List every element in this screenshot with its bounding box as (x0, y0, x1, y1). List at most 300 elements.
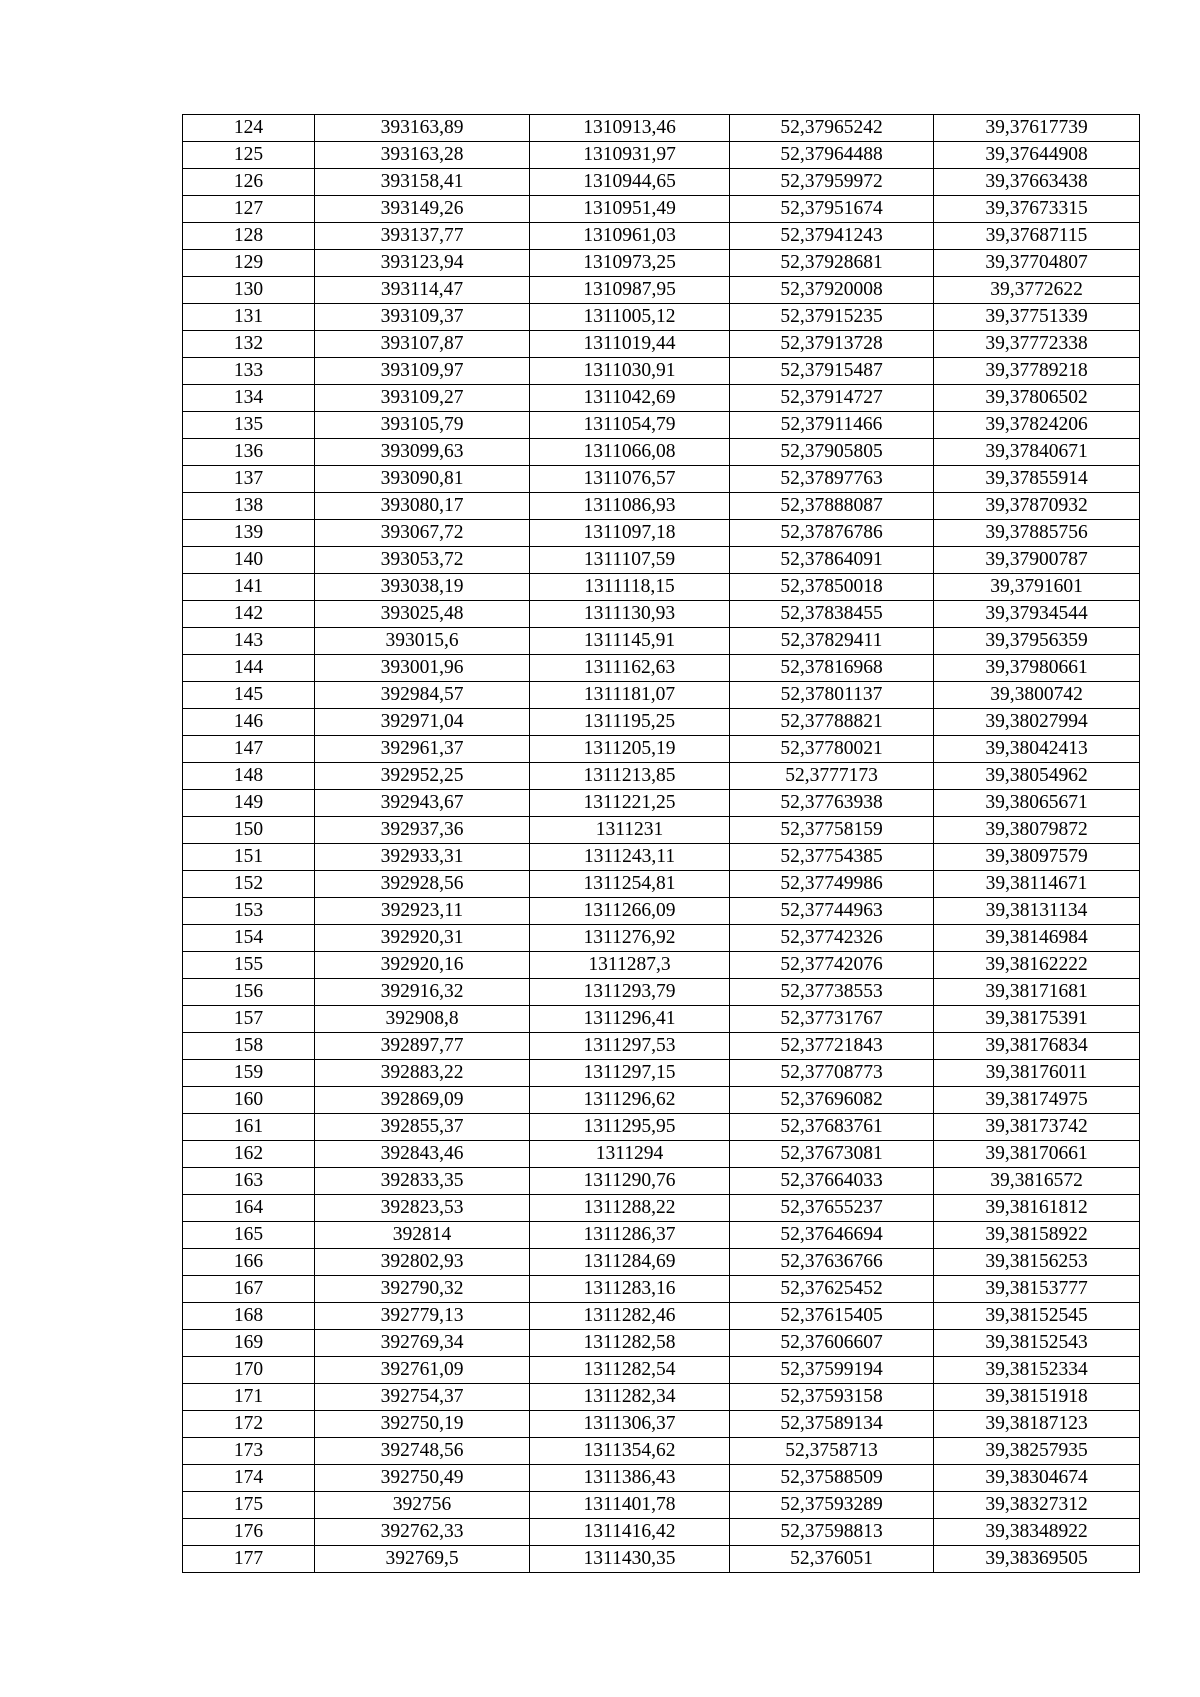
y-coordinate-cell: 1311286,37 (530, 1222, 730, 1249)
table-row (183, 601, 1140, 628)
x-coordinate-cell: 393067,72 (315, 520, 530, 547)
latitude-cell: 52,37911466 (730, 412, 934, 439)
point-number-cell: 166 (183, 1249, 315, 1276)
y-coordinate-cell: 1311076,57 (530, 466, 730, 493)
table-row (183, 1033, 1140, 1060)
x-coordinate-cell: 392920,31 (315, 925, 530, 952)
latitude-cell: 52,3758713 (730, 1438, 934, 1465)
x-coordinate-cell: 393149,26 (315, 196, 530, 223)
table-row (183, 871, 1140, 898)
y-coordinate-cell: 1311118,15 (530, 574, 730, 601)
x-coordinate-cell: 392779,13 (315, 1303, 530, 1330)
table-row (183, 1168, 1140, 1195)
table-row (183, 277, 1140, 304)
x-coordinate-cell: 393109,27 (315, 385, 530, 412)
y-coordinate-cell: 1311145,91 (530, 628, 730, 655)
y-coordinate-cell: 1311266,09 (530, 898, 730, 925)
longitude-cell: 39,38097579 (934, 844, 1140, 871)
x-coordinate-cell: 393099,63 (315, 439, 530, 466)
latitude-cell: 52,37829411 (730, 628, 934, 655)
point-number-cell: 136 (183, 439, 315, 466)
point-number-cell: 129 (183, 250, 315, 277)
y-coordinate-cell: 1311296,41 (530, 1006, 730, 1033)
longitude-cell: 39,37772338 (934, 331, 1140, 358)
point-number-cell: 126 (183, 169, 315, 196)
y-coordinate-cell: 1310987,95 (530, 277, 730, 304)
y-coordinate-cell: 1310944,65 (530, 169, 730, 196)
y-coordinate-cell: 1311097,18 (530, 520, 730, 547)
table-row (183, 655, 1140, 682)
latitude-cell: 52,37589134 (730, 1411, 934, 1438)
table-row (183, 817, 1140, 844)
latitude-cell: 52,37914727 (730, 385, 934, 412)
table-row (183, 628, 1140, 655)
longitude-cell: 39,37687115 (934, 223, 1140, 250)
latitude-cell: 52,37816968 (730, 655, 934, 682)
latitude-cell: 52,37763938 (730, 790, 934, 817)
coordinates-table (182, 114, 1140, 1573)
point-number-cell: 160 (183, 1087, 315, 1114)
y-coordinate-cell: 1310913,46 (530, 115, 730, 142)
table-row (183, 1519, 1140, 1546)
longitude-cell: 39,38187123 (934, 1411, 1140, 1438)
longitude-cell: 39,37824206 (934, 412, 1140, 439)
longitude-cell: 39,37663438 (934, 169, 1140, 196)
latitude-cell: 52,37838455 (730, 601, 934, 628)
x-coordinate-cell: 393158,41 (315, 169, 530, 196)
table-row (183, 1276, 1140, 1303)
point-number-cell: 159 (183, 1060, 315, 1087)
y-coordinate-cell: 1311231 (530, 817, 730, 844)
table-row (183, 1438, 1140, 1465)
x-coordinate-cell: 392961,37 (315, 736, 530, 763)
table-row (183, 790, 1140, 817)
latitude-cell: 52,37888087 (730, 493, 934, 520)
y-coordinate-cell: 1310931,97 (530, 142, 730, 169)
longitude-cell: 39,37840671 (934, 439, 1140, 466)
x-coordinate-cell: 392984,57 (315, 682, 530, 709)
point-number-cell: 145 (183, 682, 315, 709)
x-coordinate-cell: 392843,46 (315, 1141, 530, 1168)
y-coordinate-cell: 1311297,53 (530, 1033, 730, 1060)
point-number-cell: 167 (183, 1276, 315, 1303)
latitude-cell: 52,37673081 (730, 1141, 934, 1168)
latitude-cell: 52,3777173 (730, 763, 934, 790)
y-coordinate-cell: 1311130,93 (530, 601, 730, 628)
x-coordinate-cell: 393001,96 (315, 655, 530, 682)
x-coordinate-cell: 392928,56 (315, 871, 530, 898)
x-coordinate-cell: 393163,89 (315, 115, 530, 142)
y-coordinate-cell: 1311290,76 (530, 1168, 730, 1195)
point-number-cell: 172 (183, 1411, 315, 1438)
longitude-cell: 39,38158922 (934, 1222, 1140, 1249)
latitude-cell: 52,37599194 (730, 1357, 934, 1384)
y-coordinate-cell: 1311086,93 (530, 493, 730, 520)
y-coordinate-cell: 1311296,62 (530, 1087, 730, 1114)
x-coordinate-cell: 392923,11 (315, 898, 530, 925)
point-number-cell: 161 (183, 1114, 315, 1141)
table-row (183, 1303, 1140, 1330)
y-coordinate-cell: 1311283,16 (530, 1276, 730, 1303)
y-coordinate-cell: 1311205,19 (530, 736, 730, 763)
longitude-cell: 39,37956359 (934, 628, 1140, 655)
latitude-cell: 52,37964488 (730, 142, 934, 169)
latitude-cell: 52,37664033 (730, 1168, 934, 1195)
latitude-cell: 52,37606607 (730, 1330, 934, 1357)
latitude-cell: 52,37738553 (730, 979, 934, 1006)
point-number-cell: 168 (183, 1303, 315, 1330)
point-number-cell: 170 (183, 1357, 315, 1384)
point-number-cell: 146 (183, 709, 315, 736)
x-coordinate-cell: 393109,97 (315, 358, 530, 385)
longitude-cell: 39,37855914 (934, 466, 1140, 493)
table-row (183, 169, 1140, 196)
y-coordinate-cell: 1311195,25 (530, 709, 730, 736)
latitude-cell: 52,37655237 (730, 1195, 934, 1222)
y-coordinate-cell: 1311282,54 (530, 1357, 730, 1384)
point-number-cell: 132 (183, 331, 315, 358)
y-coordinate-cell: 1311181,07 (530, 682, 730, 709)
longitude-cell: 39,38131134 (934, 898, 1140, 925)
y-coordinate-cell: 1311066,08 (530, 439, 730, 466)
y-coordinate-cell: 1311354,62 (530, 1438, 730, 1465)
y-coordinate-cell: 1311282,58 (530, 1330, 730, 1357)
point-number-cell: 130 (183, 277, 315, 304)
x-coordinate-cell: 392748,56 (315, 1438, 530, 1465)
table-row (183, 1357, 1140, 1384)
x-coordinate-cell: 392937,36 (315, 817, 530, 844)
x-coordinate-cell: 393123,94 (315, 250, 530, 277)
x-coordinate-cell: 392802,93 (315, 1249, 530, 1276)
longitude-cell: 39,38152545 (934, 1303, 1140, 1330)
latitude-cell: 52,37941243 (730, 223, 934, 250)
table-row (183, 1384, 1140, 1411)
longitude-cell: 39,37751339 (934, 304, 1140, 331)
longitude-cell: 39,38369505 (934, 1546, 1140, 1573)
point-number-cell: 171 (183, 1384, 315, 1411)
x-coordinate-cell: 393025,48 (315, 601, 530, 628)
x-coordinate-cell: 392756 (315, 1492, 530, 1519)
point-number-cell: 163 (183, 1168, 315, 1195)
y-coordinate-cell: 1310951,49 (530, 196, 730, 223)
point-number-cell: 153 (183, 898, 315, 925)
table-row (183, 1006, 1140, 1033)
latitude-cell: 52,37636766 (730, 1249, 934, 1276)
table-row (183, 1195, 1140, 1222)
y-coordinate-cell: 1310973,25 (530, 250, 730, 277)
table-row (183, 1114, 1140, 1141)
longitude-cell: 39,37885756 (934, 520, 1140, 547)
latitude-cell: 52,37913728 (730, 331, 934, 358)
x-coordinate-cell: 392750,19 (315, 1411, 530, 1438)
latitude-cell: 52,37897763 (730, 466, 934, 493)
point-number-cell: 156 (183, 979, 315, 1006)
table-row (183, 385, 1140, 412)
x-coordinate-cell: 392750,49 (315, 1465, 530, 1492)
x-coordinate-cell: 392883,22 (315, 1060, 530, 1087)
point-number-cell: 147 (183, 736, 315, 763)
point-number-cell: 155 (183, 952, 315, 979)
longitude-cell: 39,37870932 (934, 493, 1140, 520)
latitude-cell: 52,37696082 (730, 1087, 934, 1114)
longitude-cell: 39,3816572 (934, 1168, 1140, 1195)
table-row (183, 1141, 1140, 1168)
y-coordinate-cell: 1311005,12 (530, 304, 730, 331)
y-coordinate-cell: 1311042,69 (530, 385, 730, 412)
point-number-cell: 157 (183, 1006, 315, 1033)
x-coordinate-cell: 393038,19 (315, 574, 530, 601)
y-coordinate-cell: 1311030,91 (530, 358, 730, 385)
y-coordinate-cell: 1310961,03 (530, 223, 730, 250)
x-coordinate-cell: 392897,77 (315, 1033, 530, 1060)
longitude-cell: 39,37673315 (934, 196, 1140, 223)
table-row (183, 331, 1140, 358)
longitude-cell: 39,37900787 (934, 547, 1140, 574)
table-row (183, 520, 1140, 547)
latitude-cell: 52,37721843 (730, 1033, 934, 1060)
y-coordinate-cell: 1311416,42 (530, 1519, 730, 1546)
longitude-cell: 39,38153777 (934, 1276, 1140, 1303)
y-coordinate-cell: 1311297,15 (530, 1060, 730, 1087)
longitude-cell: 39,38173742 (934, 1114, 1140, 1141)
longitude-cell: 39,38327312 (934, 1492, 1140, 1519)
x-coordinate-cell: 392754,37 (315, 1384, 530, 1411)
longitude-cell: 39,38174975 (934, 1087, 1140, 1114)
table-row (183, 115, 1140, 142)
table-row (183, 709, 1140, 736)
y-coordinate-cell: 1311054,79 (530, 412, 730, 439)
y-coordinate-cell: 1311288,22 (530, 1195, 730, 1222)
latitude-cell: 52,37731767 (730, 1006, 934, 1033)
longitude-cell: 39,38175391 (934, 1006, 1140, 1033)
table-row (183, 1330, 1140, 1357)
x-coordinate-cell: 393107,87 (315, 331, 530, 358)
table-row (183, 1222, 1140, 1249)
longitude-cell: 39,38162222 (934, 952, 1140, 979)
latitude-cell: 52,37915487 (730, 358, 934, 385)
point-number-cell: 151 (183, 844, 315, 871)
x-coordinate-cell: 392920,16 (315, 952, 530, 979)
table-row (183, 898, 1140, 925)
latitude-cell: 52,37749986 (730, 871, 934, 898)
point-number-cell: 149 (183, 790, 315, 817)
point-number-cell: 141 (183, 574, 315, 601)
coordinates-table-body (183, 115, 1140, 1573)
point-number-cell: 176 (183, 1519, 315, 1546)
point-number-cell: 169 (183, 1330, 315, 1357)
table-row (183, 1411, 1140, 1438)
table-row (183, 142, 1140, 169)
longitude-cell: 39,37806502 (934, 385, 1140, 412)
x-coordinate-cell: 392971,04 (315, 709, 530, 736)
longitude-cell: 39,38152334 (934, 1357, 1140, 1384)
table-row (183, 1249, 1140, 1276)
point-number-cell: 133 (183, 358, 315, 385)
longitude-cell: 39,38348922 (934, 1519, 1140, 1546)
x-coordinate-cell: 392762,33 (315, 1519, 530, 1546)
x-coordinate-cell: 392908,8 (315, 1006, 530, 1033)
longitude-cell: 39,38176834 (934, 1033, 1140, 1060)
y-coordinate-cell: 1311254,81 (530, 871, 730, 898)
y-coordinate-cell: 1311221,25 (530, 790, 730, 817)
latitude-cell: 52,37788821 (730, 709, 934, 736)
longitude-cell: 39,38146984 (934, 925, 1140, 952)
latitude-cell: 52,37742326 (730, 925, 934, 952)
x-coordinate-cell: 393109,37 (315, 304, 530, 331)
longitude-cell: 39,3791601 (934, 574, 1140, 601)
y-coordinate-cell: 1311282,34 (530, 1384, 730, 1411)
point-number-cell: 154 (183, 925, 315, 952)
longitude-cell: 39,38176011 (934, 1060, 1140, 1087)
longitude-cell: 39,38171681 (934, 979, 1140, 1006)
point-number-cell: 137 (183, 466, 315, 493)
point-number-cell: 152 (183, 871, 315, 898)
table-row (183, 736, 1140, 763)
x-coordinate-cell: 392833,35 (315, 1168, 530, 1195)
longitude-cell: 39,37704807 (934, 250, 1140, 277)
point-number-cell: 148 (183, 763, 315, 790)
latitude-cell: 52,37876786 (730, 520, 934, 547)
latitude-cell: 52,376051 (730, 1546, 934, 1573)
x-coordinate-cell: 392823,53 (315, 1195, 530, 1222)
table-row (183, 547, 1140, 574)
x-coordinate-cell: 392769,5 (315, 1546, 530, 1573)
latitude-cell: 52,37754385 (730, 844, 934, 871)
table-row (183, 844, 1140, 871)
latitude-cell: 52,37864091 (730, 547, 934, 574)
longitude-cell: 39,37789218 (934, 358, 1140, 385)
x-coordinate-cell: 392814 (315, 1222, 530, 1249)
latitude-cell: 52,37780021 (730, 736, 934, 763)
latitude-cell: 52,37951674 (730, 196, 934, 223)
point-number-cell: 150 (183, 817, 315, 844)
latitude-cell: 52,37708773 (730, 1060, 934, 1087)
y-coordinate-cell: 1311295,95 (530, 1114, 730, 1141)
y-coordinate-cell: 1311430,35 (530, 1546, 730, 1573)
point-number-cell: 162 (183, 1141, 315, 1168)
table-row (183, 1465, 1140, 1492)
longitude-cell: 39,38152543 (934, 1330, 1140, 1357)
x-coordinate-cell: 393053,72 (315, 547, 530, 574)
table-row (183, 574, 1140, 601)
x-coordinate-cell: 393080,17 (315, 493, 530, 520)
table-row (183, 1546, 1140, 1573)
x-coordinate-cell: 393015,6 (315, 628, 530, 655)
longitude-cell: 39,38156253 (934, 1249, 1140, 1276)
longitude-cell: 39,38161812 (934, 1195, 1140, 1222)
point-number-cell: 124 (183, 115, 315, 142)
longitude-cell: 39,37644908 (934, 142, 1140, 169)
y-coordinate-cell: 1311213,85 (530, 763, 730, 790)
y-coordinate-cell: 1311284,69 (530, 1249, 730, 1276)
x-coordinate-cell: 392916,32 (315, 979, 530, 1006)
latitude-cell: 52,37625452 (730, 1276, 934, 1303)
longitude-cell: 39,38079872 (934, 817, 1140, 844)
table-row (183, 358, 1140, 385)
table-row (183, 925, 1140, 952)
x-coordinate-cell: 393114,47 (315, 277, 530, 304)
y-coordinate-cell: 1311243,11 (530, 844, 730, 871)
y-coordinate-cell: 1311282,46 (530, 1303, 730, 1330)
x-coordinate-cell: 393090,81 (315, 466, 530, 493)
latitude-cell: 52,37850018 (730, 574, 934, 601)
table-row (183, 979, 1140, 1006)
table-row (183, 412, 1140, 439)
point-number-cell: 139 (183, 520, 315, 547)
latitude-cell: 52,37758159 (730, 817, 934, 844)
x-coordinate-cell: 392869,09 (315, 1087, 530, 1114)
x-coordinate-cell: 393163,28 (315, 142, 530, 169)
y-coordinate-cell: 1311276,92 (530, 925, 730, 952)
point-number-cell: 135 (183, 412, 315, 439)
point-number-cell: 140 (183, 547, 315, 574)
point-number-cell: 177 (183, 1546, 315, 1573)
point-number-cell: 125 (183, 142, 315, 169)
point-number-cell: 164 (183, 1195, 315, 1222)
x-coordinate-cell: 392943,67 (315, 790, 530, 817)
latitude-cell: 52,37915235 (730, 304, 934, 331)
y-coordinate-cell: 1311294 (530, 1141, 730, 1168)
y-coordinate-cell: 1311019,44 (530, 331, 730, 358)
longitude-cell: 39,38054962 (934, 763, 1140, 790)
y-coordinate-cell: 1311386,43 (530, 1465, 730, 1492)
x-coordinate-cell: 392769,34 (315, 1330, 530, 1357)
latitude-cell: 52,37593158 (730, 1384, 934, 1411)
table-row (183, 1492, 1140, 1519)
point-number-cell: 138 (183, 493, 315, 520)
x-coordinate-cell: 393137,77 (315, 223, 530, 250)
latitude-cell: 52,37959972 (730, 169, 934, 196)
table-row (183, 304, 1140, 331)
latitude-cell: 52,37598813 (730, 1519, 934, 1546)
point-number-cell: 158 (183, 1033, 315, 1060)
x-coordinate-cell: 392933,31 (315, 844, 530, 871)
longitude-cell: 39,38304674 (934, 1465, 1140, 1492)
table-row (183, 439, 1140, 466)
latitude-cell: 52,37928681 (730, 250, 934, 277)
longitude-cell: 39,38065671 (934, 790, 1140, 817)
table-row (183, 682, 1140, 709)
longitude-cell: 39,38042413 (934, 736, 1140, 763)
y-coordinate-cell: 1311287,3 (530, 952, 730, 979)
latitude-cell: 52,37905805 (730, 439, 934, 466)
longitude-cell: 39,3800742 (934, 682, 1140, 709)
latitude-cell: 52,37615405 (730, 1303, 934, 1330)
table-row (183, 763, 1140, 790)
point-number-cell: 142 (183, 601, 315, 628)
table-row (183, 1060, 1140, 1087)
latitude-cell: 52,37683761 (730, 1114, 934, 1141)
latitude-cell: 52,37965242 (730, 115, 934, 142)
x-coordinate-cell: 393105,79 (315, 412, 530, 439)
longitude-cell: 39,37980661 (934, 655, 1140, 682)
latitude-cell: 52,37920008 (730, 277, 934, 304)
x-coordinate-cell: 392761,09 (315, 1357, 530, 1384)
point-number-cell: 131 (183, 304, 315, 331)
point-number-cell: 143 (183, 628, 315, 655)
y-coordinate-cell: 1311293,79 (530, 979, 730, 1006)
point-number-cell: 128 (183, 223, 315, 250)
point-number-cell: 144 (183, 655, 315, 682)
x-coordinate-cell: 392952,25 (315, 763, 530, 790)
longitude-cell: 39,38027994 (934, 709, 1140, 736)
y-coordinate-cell: 1311162,63 (530, 655, 730, 682)
longitude-cell: 39,38257935 (934, 1438, 1140, 1465)
table-row (183, 466, 1140, 493)
latitude-cell: 52,37801137 (730, 682, 934, 709)
longitude-cell: 39,38170661 (934, 1141, 1140, 1168)
latitude-cell: 52,37588509 (730, 1465, 934, 1492)
